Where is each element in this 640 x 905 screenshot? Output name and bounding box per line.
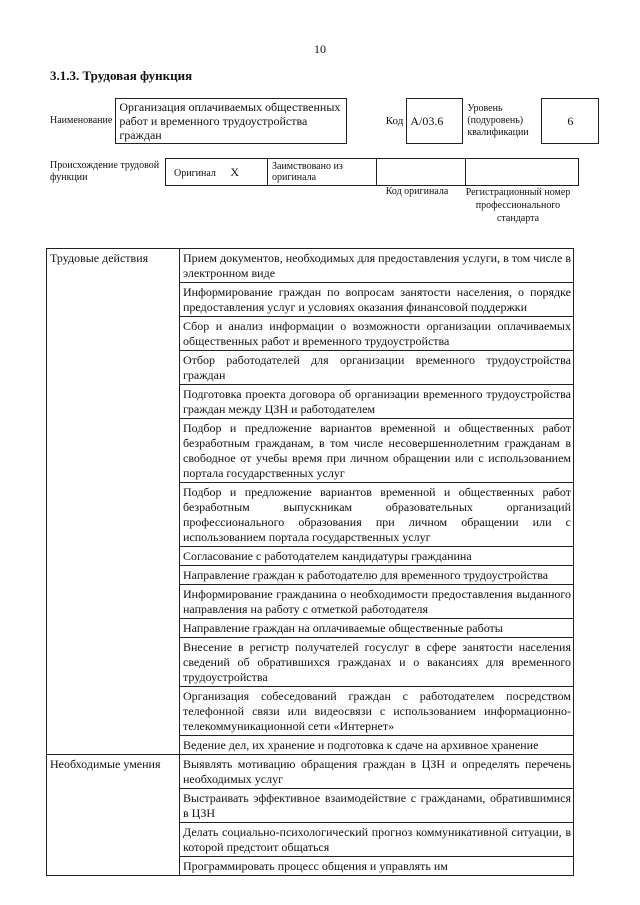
item-cell: Подбор и предложение вариантов временной и общественных работ безработным выпускникам образовательных организаций профессионального образования при личном обращении или с использованием портала государственных услуг: [180, 483, 574, 547]
table-row: [47, 249, 574, 283]
item-cell: Направление граждан на оплачиваемые общественные работы: [180, 619, 574, 638]
item-cell: Согласование с работодателем кандидатуры гражданина: [180, 547, 574, 566]
item-cell: Выстраивать эффективное взаимодействие с гражданами, обратившимися в ЦЗН: [180, 789, 574, 823]
code-value: А/03.6: [407, 99, 463, 144]
category-cell: Трудовые действия: [47, 249, 180, 755]
item-cell: Внесение в регистр получателей госуслуг в сфере занятости населения сведений об обратившихся гражданах и о вакансиях для временного трудоустройства: [180, 638, 574, 687]
original-label: Оригинал: [174, 167, 216, 179]
original-code-cell: [377, 159, 466, 186]
original-mark: X: [230, 164, 240, 179]
item-cell: Выявлять мотивацию обращения граждан в ЦЗН и определять перечень необходимых услуг: [180, 755, 574, 789]
item-cell: Информирование гражданина о необходимости предоставления выданного направления на работу с отметкой работодателя: [180, 585, 574, 619]
item-cell: Информирование граждан по вопросам занятости населения, о порядке предоставления услуг и условиях оказания финансовой поддержки: [180, 283, 574, 317]
borrowed-label: Заимствовано из оригинала: [268, 159, 377, 186]
item-cell: Подбор и предложение вариантов временной и общественных работ безработным гражданам, в том числе несовершеннолетним гражданам в свободное от учебы время при личном обращении или с использованием портала государственных услуг: [180, 419, 574, 483]
item-cell: Прием документов, необходимых для предоставления услуги, в том числе в электронном виде: [180, 249, 574, 283]
origin-table: [165, 158, 579, 186]
page-number: 10: [314, 42, 326, 56]
code-label: Код: [385, 115, 404, 127]
level-value: 6: [542, 99, 599, 144]
function-details-table: [46, 248, 574, 876]
function-name: Организация оплачиваемых общественных работ и временного трудоустройства граждан: [116, 99, 347, 144]
reg-number-caption: Регистрационный номер профессионального стандарта: [465, 187, 571, 224]
name-label: Наименование: [50, 115, 113, 126]
category-cell: Необходимые умения: [47, 755, 180, 876]
item-cell: Делать социально-психологический прогноз коммуникативной ситуации, в которой предстоит общаться: [180, 823, 574, 857]
item-cell: Организация собеседований граждан с работодателем посредством телефонной связи или видеосвязи с использованием информационно-телекоммуникационной сети «Интернет»: [180, 687, 574, 736]
function-details-body: [47, 249, 574, 876]
reg-number-cell: [466, 159, 579, 186]
original-cell: [166, 159, 268, 186]
original-code-caption: Код оригинала: [385, 186, 449, 197]
section-title: 3.1.3. Трудовая функция: [50, 68, 193, 83]
origin-label: Происхождение трудовой функции: [50, 160, 160, 183]
item-cell: Сбор и анализ информации о возможности организации оплачиваемых общественных работ и временного трудоустройства: [180, 317, 574, 351]
item-cell: Программировать процесс общения и управлять им: [180, 857, 574, 876]
item-cell: Отбор работодателей для организации временного трудоустройства граждан: [180, 351, 574, 385]
table-row: [47, 755, 574, 789]
item-cell: Подготовка проекта договора об организации временного трудоустройства граждан между ЦЗН и работодателем: [180, 385, 574, 419]
level-label: Уровень (подуровень) квалификации: [467, 103, 529, 138]
item-cell: Ведение дел, их хранение и подготовка к сдаче на архивное хранение: [180, 736, 574, 755]
item-cell: Направление граждан к работодателю для временного трудоустройства: [180, 566, 574, 585]
header-table: [50, 98, 599, 144]
